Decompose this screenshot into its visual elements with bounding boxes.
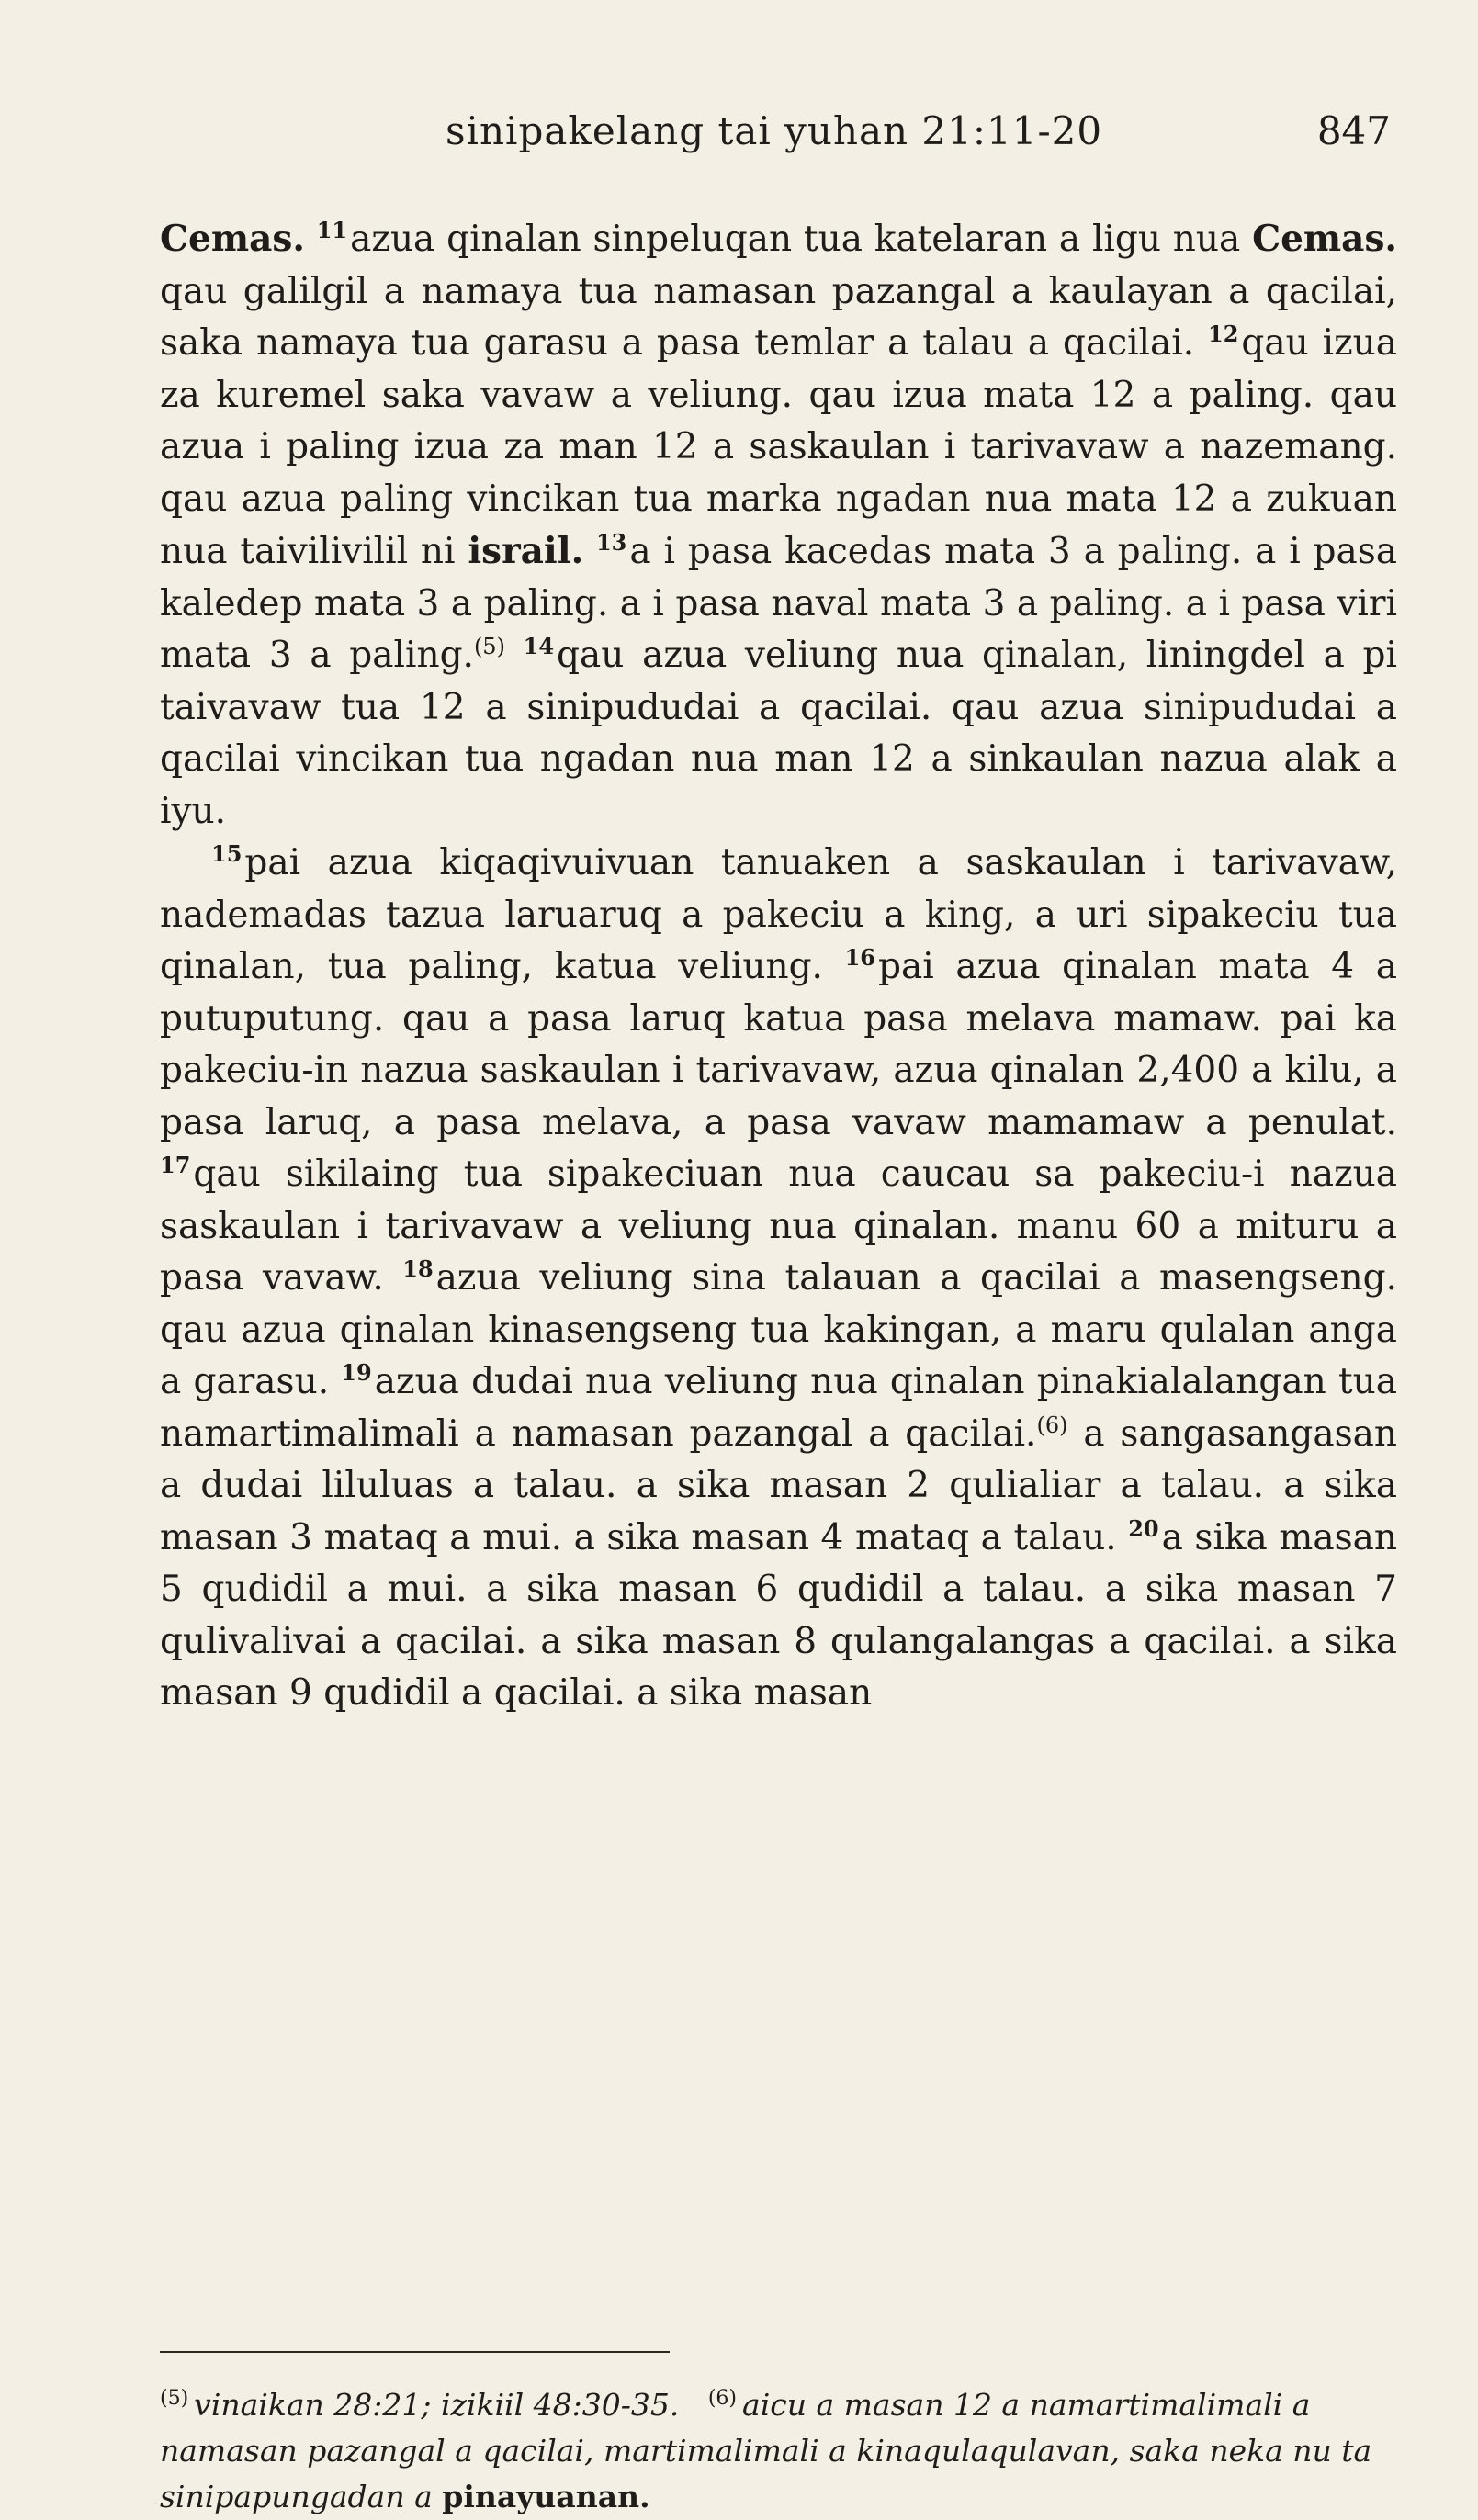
bold-word: Cemas. [160, 218, 305, 260]
verse-number: 14 [523, 633, 555, 659]
verse-number: 11 [316, 217, 348, 243]
bold-word: Cemas. [1252, 218, 1397, 260]
verse-text: qau izua za kuremel saka vavaw a veliung. qau izua mata 12 a paling. qau azua i paling izua za man 12 a saskaulan i tarivavaw a nazemang. qau azua paling vincikan tua marka ngadan nua mata 12 a zukuan nua taivilivilil ni [160, 322, 1397, 572]
verse-text: pai azua qinalan mata 4 a putuputung. qau a pasa laruq katua pasa melava mamaw. pai ka pakeciu-in nazua saskaulan i tarivavaw, azua qinalan 2,400 a kilu, a pasa laruq, a pasa melava, a pasa vavaw mamamaw a penulat. [160, 946, 1397, 1143]
verse-text: a sangasangasan a dudai liluluas a talau. a sika masan 2 qulialiar a talau. a sika masan 3 mataq a mui. a sika masan 4 mataq a talau. [160, 1412, 1397, 1558]
verse-text: qau sikilaing tua sipakeciuan nua caucau sa pakeciu-i nazua saskaulan i tarivavaw a veliung nua qinalan. manu 60 a mituru a pasa vavaw. [160, 1153, 1397, 1299]
bold-word: israil. [468, 530, 584, 572]
paragraph [160, 838, 1397, 1720]
verse-number: 17 [160, 1152, 191, 1178]
verse-number: 12 [1208, 321, 1239, 347]
footnote-reference[interactable]: (5) [473, 634, 505, 659]
verse-number: 16 [844, 944, 875, 971]
verse-text: a i pasa kacedas mata 3 a paling. a i pasa kaledep mata 3 a paling. a i pasa naval mata 3 a paling. a i pasa viri mata 3 a paling. [160, 531, 1397, 676]
footnote-reference[interactable]: (6) [1036, 1412, 1068, 1438]
footnote-mark: (5) [160, 2387, 189, 2410]
footnote-text: aicu a masan 12 a namartimalimali a namasan pazangal a qacilai, martimalimali a kinaqulaqulavan, saka neka nu ta sinipapungadan a [160, 2387, 1372, 2514]
footnote-text: vinaikan 28:21; izikiil 48:30-35. [194, 2387, 680, 2423]
verse-text: azua qinalan sinpeluqan tua katelaran a ligu nua [350, 219, 1241, 260]
footnotes [160, 2382, 1397, 2520]
verse-number: 13 [595, 529, 627, 556]
verse-text: pai azua kiqaqivuivuan tanuaken a saskaulan i tarivavaw, nademadas tazua laruaruq a pakeciu a king, a uri sipakeciu tua qinalan, tua paling, katua veliung. [160, 842, 1397, 987]
footnote-bold-word: pinayuanan. [442, 2479, 650, 2514]
verse-text: azua dudai nua veliung nua qinalan pinakialalangan tua namartimalimali a namasan pazangal a qacilai. [160, 1361, 1397, 1455]
verse-text: a sika masan 5 qudidil a mui. a sika masan 6 qudidil a talau. a sika masan 7 qulivalivai a qacilai. a sika masan 8 qulangalangas a qacilai. a sika masan 9 qudidil a qacilai. a sika masan [160, 1516, 1397, 1714]
page-header [0, 108, 1478, 163]
verse-text: azua veliung sina talauan a qacilai a masengseng. qau azua qinalan kinasengseng tua kakingan, a maru qulalan anga a garasu. [160, 1257, 1397, 1402]
verse-number: 20 [1128, 1514, 1159, 1542]
chapter-body [160, 213, 1397, 1720]
verse-number: 18 [402, 1255, 434, 1282]
verse-number: 15 [211, 840, 243, 867]
footnote-mark: (6) [707, 2387, 738, 2410]
page-number: 847 [1316, 108, 1391, 153]
running-title: sinipakelang tai yuhan 21:11-20 [446, 108, 1103, 153]
verse-number: 19 [341, 1359, 372, 1386]
paragraph [160, 213, 1397, 838]
footnote-divider [160, 2351, 670, 2353]
verse-text: qau galilgil a namaya tua namasan pazangal a kaulayan a qacilai, saka namaya tua garasu a pasa temlar a talau a qacilai. [160, 270, 1397, 364]
verse-text: qau azua veliung nua qinalan, liningdel a pi taivavaw tua 12 a sinipududai a qacilai. qau azua sinipududai a qacilai vincikan tua ngadan nua man 12 a sinkaulan nazua alak a iyu. [160, 635, 1397, 832]
